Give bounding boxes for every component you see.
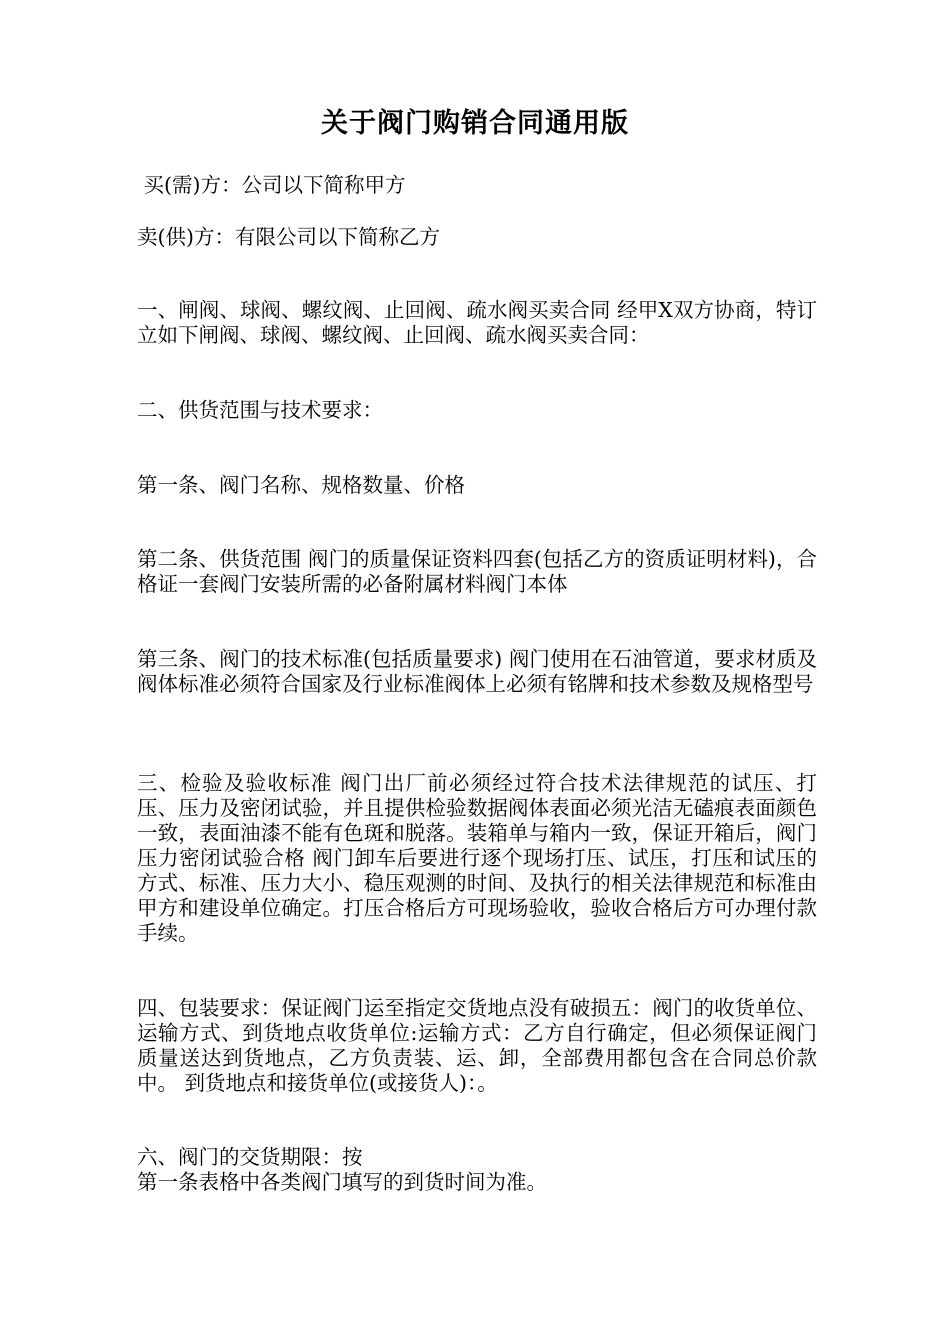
paragraph-article-1: 第一条、阀门名称、规格数量、价格 <box>137 473 465 497</box>
buyer-line: 买(需)方：公司以下简称甲方 <box>137 173 406 197</box>
paragraph-purpose: 一、闸阀、球阀、螺纹阀、止回阀、疏水阀买卖合同 经甲X双方协商，特订立如下闸阀、球阀、螺纹阀、止回阀、疏水阀买卖合同： <box>137 298 817 347</box>
paragraph-packaging: 四、包装要求：保证阀门运至指定交货地点没有破损五：阀门的收货单位、运输方式、到货地点收货单位:运输方式：乙方自行确定，但必须保证阀门质量送达到货地点，乙方负责装、运、卸，全部费用都包含在合同总价款中。 到货地点和接货单位(或接货人)：。 <box>137 996 817 1095</box>
paragraph-article-3: 第三条、阀门的技术标准(包括质量要求) 阀门使用在石油管道，要求材质及阀体标准必须符合国家及行业标准阀体上必须有铭牌和技术参数及规格型号 <box>137 647 817 696</box>
paragraph-inspection: 三、检验及验收标准 阀门出厂前必须经过符合技术法律规范的试压、打压、压力及密闭试验，并且提供检验数据阀体表面必须光洁无磕痕表面颜色一致，表面油漆不能有色斑和脱落。装箱单与箱内一致，保证开箱后，阀门压力密闭试验合格 阀门卸车后要进行逐个现场打压、试压，打压和试压的方式、标准、压力大小、稳压观测的时间、及执行的相关法律规范和标准由甲方和建设单位确定。打压合格后方可现场验收，验收合格后方可办理付款手续。 <box>137 771 817 945</box>
paragraph-article-2: 第二条、供货范围 阀门的质量保证资料四套(包括乙方的资质证明材料)，合格证一套阀门安装所需的必备附属材料阀门本体 <box>137 547 817 596</box>
seller-line: 卖(供)方：有限公司以下简称乙方 <box>137 225 440 249</box>
paragraph-delivery-term: 六、阀门的交货期限：按 <box>137 1145 363 1169</box>
paragraph-scope-heading: 二、供货范围与技术要求： <box>137 398 383 422</box>
document-title: 关于阀门购销合同通用版 <box>321 108 629 139</box>
paragraph-delivery-time: 第一条表格中各类阀门填写的到货时间为准。 <box>137 1170 547 1194</box>
